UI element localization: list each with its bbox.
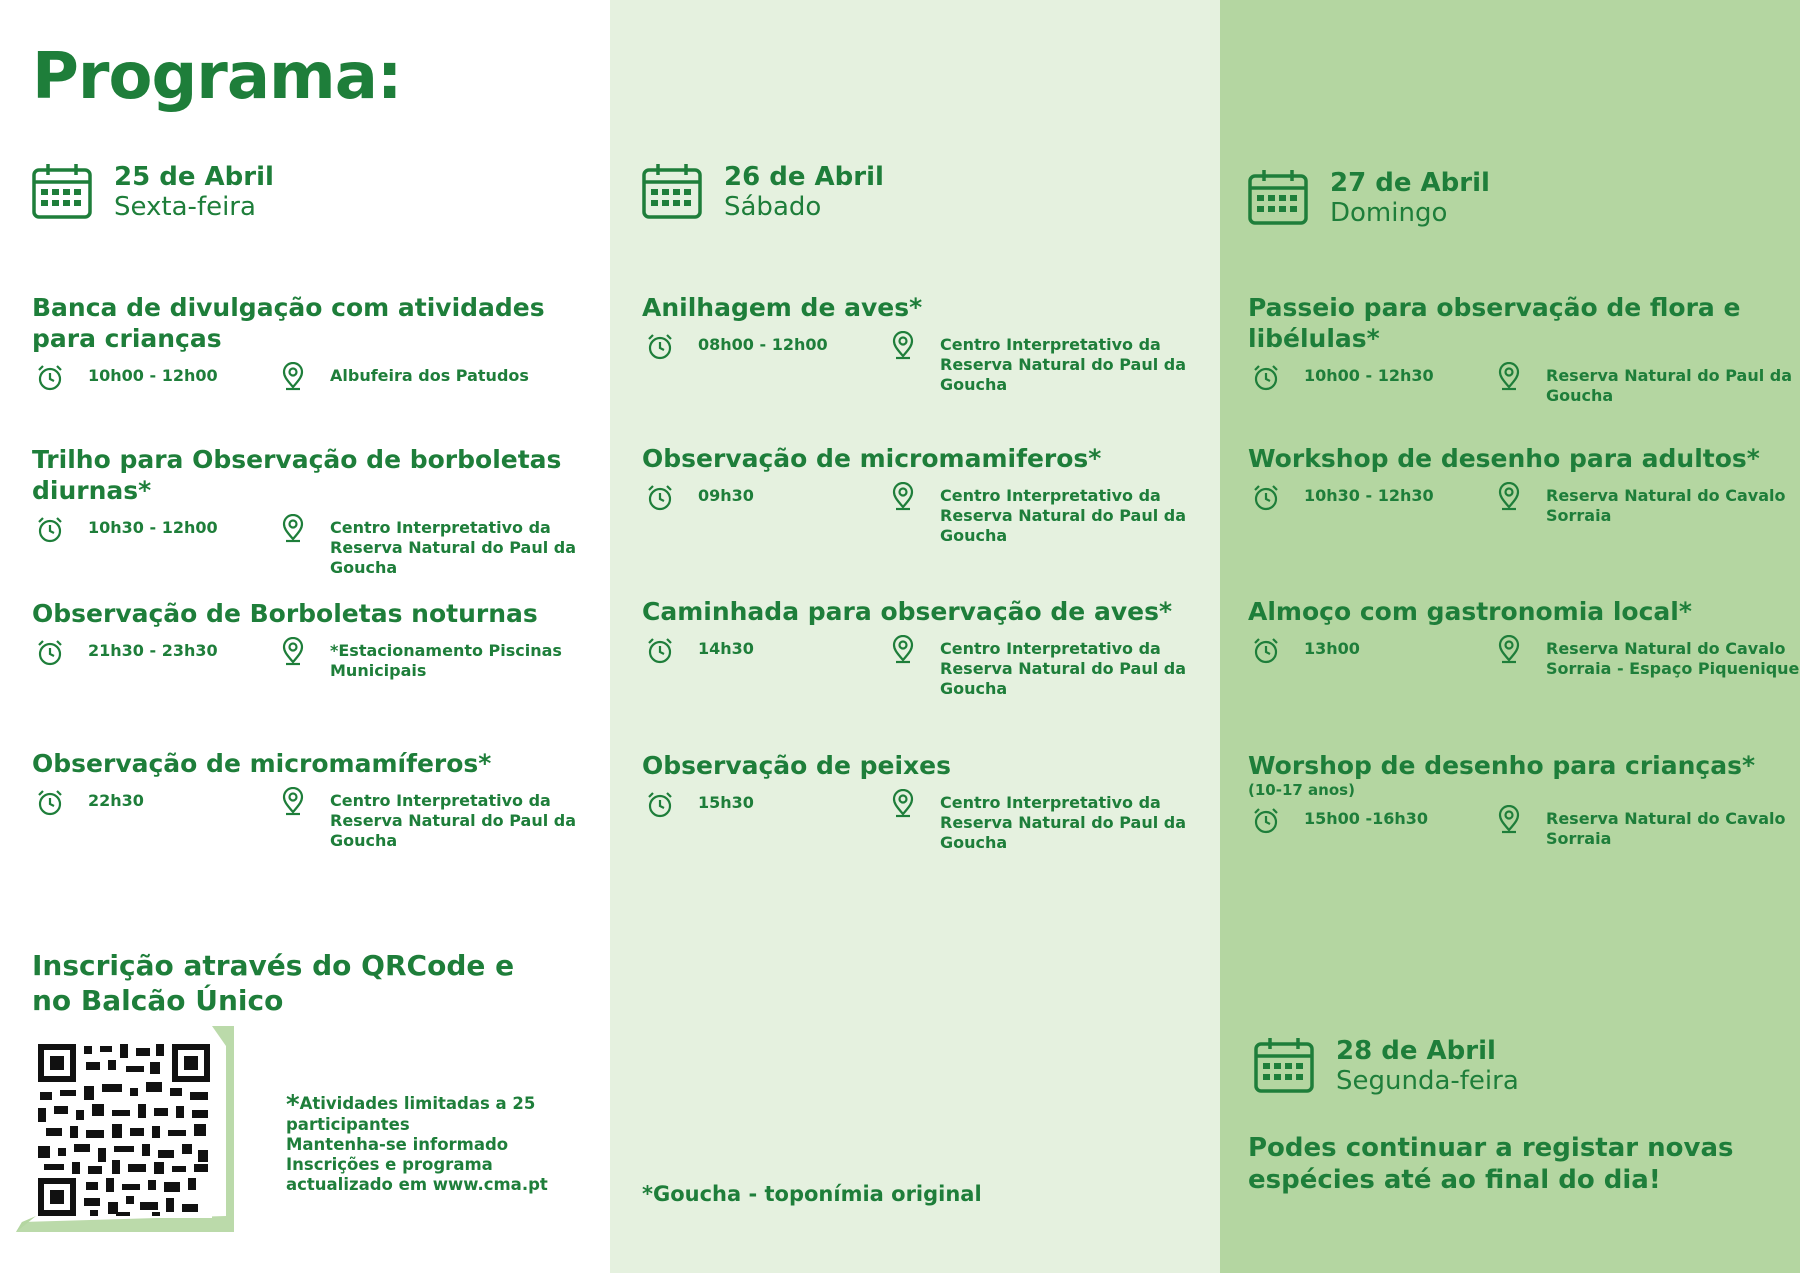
activity-time: 08h00 - 12h00	[698, 335, 828, 354]
activity-subtitle: (10-17 anos)	[1248, 781, 1355, 799]
location-pin-icon	[1496, 805, 1522, 835]
day-header-2	[642, 162, 884, 222]
activity-time: 13h00	[1304, 639, 1360, 658]
activity-time: 15h00 -16h30	[1304, 809, 1429, 828]
activity-title: Passeio para observação de flora e libélulas*	[1248, 293, 1741, 353]
day-date: 27 de Abril	[1330, 168, 1490, 198]
asterisk: *	[286, 1090, 300, 1120]
activity-location: Reserva Natural do Cavalo Sorraia	[1546, 486, 1786, 525]
note-limit: Atividades limitadas a 25 participantes	[286, 1094, 536, 1134]
activity-time: 10h30 - 12h30	[1304, 486, 1434, 505]
activity-d2-4	[642, 750, 1207, 859]
activity-title: Observação de Borboletas noturnas	[32, 599, 538, 628]
location-pin-icon	[890, 789, 916, 819]
calendar-icon	[32, 162, 92, 220]
activity-location: Centro Interpretativo da Reserva Natural do Paul da Goucha	[330, 518, 577, 577]
day-header-4	[1254, 1036, 1519, 1096]
day-header-3	[1248, 168, 1490, 228]
activity-location: Centro Interpretativo da Reserva Natural do Paul da Goucha	[940, 639, 1187, 698]
day-date: 26 de Abril	[724, 162, 884, 192]
location-pin-icon	[1496, 482, 1522, 512]
day-weekday: Sábado	[724, 192, 822, 222]
activity-location: Albufeira dos Patudos	[330, 366, 529, 385]
activity-title: Anilhagem de aves*	[642, 293, 923, 322]
footnote: *Goucha - toponímia original	[642, 1182, 982, 1206]
activity-location: Centro Interpretativo da Reserva Natural do Paul da Goucha	[940, 335, 1187, 394]
activity-title: Almoço com gastronomia local*	[1248, 597, 1692, 626]
alarm-clock-icon	[646, 637, 674, 665]
location-pin-icon	[280, 514, 306, 544]
activity-location: *Estacionamento Piscinas Municipais	[330, 641, 562, 680]
activity-location: Centro Interpretativo da Reserva Natural do Paul da Goucha	[940, 793, 1187, 852]
activity-d1-3	[32, 598, 592, 707]
note-program: Inscrições e programa actualizado em	[286, 1155, 493, 1194]
activity-time: 10h00 - 12h00	[88, 366, 218, 385]
activity-location: Centro Interpretativo da Reserva Natural do Paul da Goucha	[330, 791, 577, 850]
day-weekday: Segunda-feira	[1336, 1066, 1519, 1096]
alarm-clock-icon	[36, 789, 64, 817]
activity-d3-2	[1248, 443, 1788, 552]
activity-location: Reserva Natural do Cavalo Sorraia - Espaço Piquenique	[1546, 639, 1800, 678]
activity-d3-1	[1248, 292, 1793, 432]
activity-time: 10h00 - 12h30	[1304, 366, 1434, 385]
activity-time: 15h30	[698, 793, 754, 812]
page-title: Programa:	[32, 40, 402, 114]
location-pin-icon	[1496, 635, 1522, 665]
day-weekday: Sexta-feira	[114, 192, 256, 222]
day-date: 25 de Abril	[114, 162, 274, 192]
activity-d3-4	[1248, 750, 1788, 875]
registration-title: Inscrição através do QRCode e no Balcão Único	[32, 949, 515, 1017]
location-pin-icon	[890, 635, 916, 665]
activity-title: Observação de micromamíferos*	[32, 749, 492, 778]
location-pin-icon	[280, 637, 306, 667]
activity-d3-3	[1248, 596, 1800, 705]
activity-d2-2	[642, 443, 1207, 552]
website-link[interactable]: www.cma.pt	[432, 1175, 548, 1194]
alarm-clock-icon	[646, 791, 674, 819]
activity-d1-4	[32, 748, 592, 857]
activity-time: 22h30	[88, 791, 144, 810]
alarm-clock-icon	[1252, 484, 1280, 512]
qr-code-icon	[16, 1026, 234, 1232]
calendar-icon	[1254, 1036, 1314, 1094]
alarm-clock-icon	[646, 484, 674, 512]
activity-time: 09h30	[698, 486, 754, 505]
location-pin-icon	[280, 362, 306, 392]
alarm-clock-icon	[36, 516, 64, 544]
calendar-icon	[1248, 168, 1308, 226]
activity-location: Reserva Natural do Paul da Goucha	[1546, 366, 1793, 405]
activity-d1-1	[32, 292, 592, 432]
alarm-clock-icon	[1252, 807, 1280, 835]
activity-time: 21h30 - 23h30	[88, 641, 218, 660]
day-weekday: Domingo	[1330, 198, 1448, 228]
activity-title: Observação de peixes	[642, 751, 951, 780]
alarm-clock-icon	[1252, 364, 1280, 392]
day-date: 28 de Abril	[1336, 1036, 1496, 1066]
activity-title: Caminhada para observação de aves*	[642, 597, 1173, 626]
activity-title: Banca de divulgação com atividades para crianças	[32, 293, 545, 353]
location-pin-icon	[890, 331, 916, 361]
calendar-icon	[642, 162, 702, 220]
registration-notes	[286, 1090, 576, 1195]
activity-title: Observação de micromamiferos*	[642, 444, 1102, 473]
alarm-clock-icon	[36, 364, 64, 392]
day-header-1	[32, 162, 274, 222]
activity-d2-3	[642, 596, 1207, 705]
activity-title: Trilho para Observação de borboletas diurnas*	[32, 445, 562, 505]
activity-d2-1	[642, 292, 1207, 401]
alarm-clock-icon	[646, 333, 674, 361]
final-message: Podes continuar a registar novas espécies até ao final do dia!	[1248, 1133, 1734, 1195]
activity-time: 14h30	[698, 639, 754, 658]
activity-location: Centro Interpretativo da Reserva Natural do Paul da Goucha	[940, 486, 1187, 545]
activity-d1-2	[32, 444, 592, 584]
alarm-clock-icon	[1252, 637, 1280, 665]
alarm-clock-icon	[36, 639, 64, 667]
note-informed: Mantenha-se informado	[286, 1135, 509, 1154]
location-pin-icon	[280, 787, 306, 817]
activity-title: Worshop de desenho para crianças*	[1248, 751, 1756, 780]
location-pin-icon	[890, 482, 916, 512]
activity-title: Workshop de desenho para adultos*	[1248, 444, 1760, 473]
location-pin-icon	[1496, 362, 1522, 392]
activity-time: 10h30 - 12h00	[88, 518, 218, 537]
activity-location: Reserva Natural do Cavalo Sorraia	[1546, 809, 1786, 848]
